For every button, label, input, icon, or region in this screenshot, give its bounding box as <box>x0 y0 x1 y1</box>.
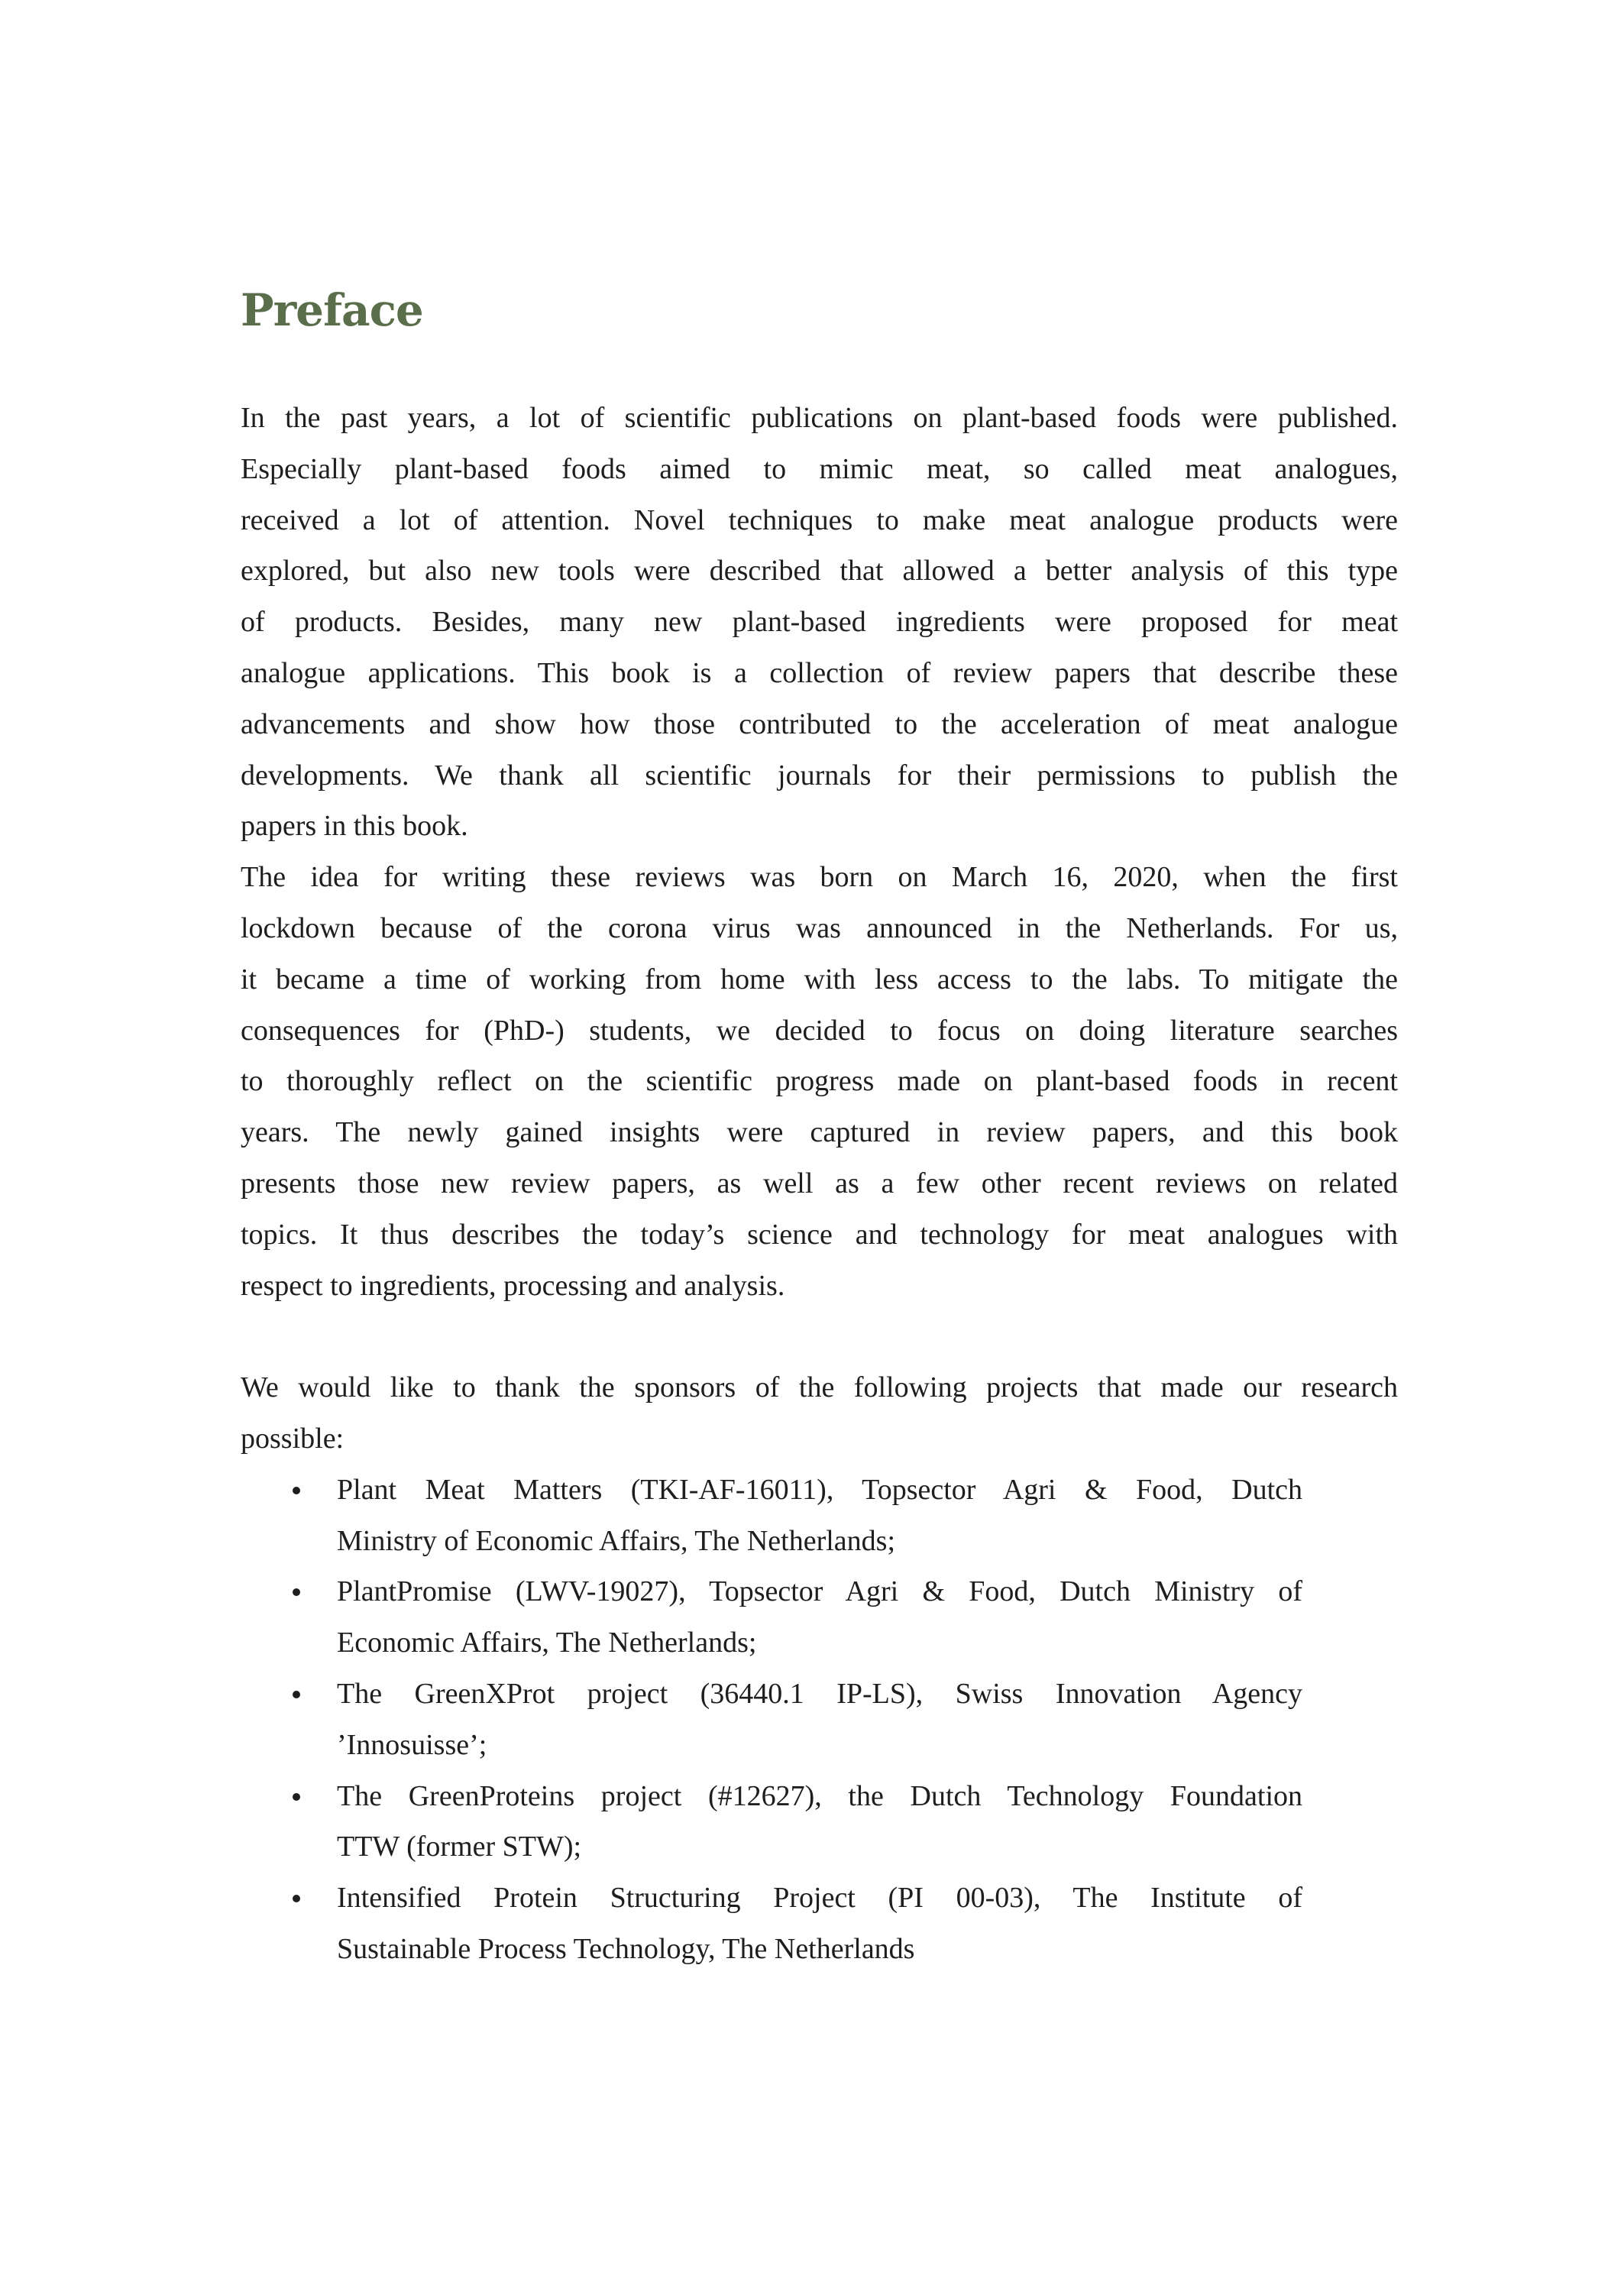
text-line: of products. Besides, many new plant-based ingredients were proposed for meat <box>241 606 1398 639</box>
text-line: Ministry of Economic Affairs, The Netherlands; <box>337 1524 895 1557</box>
bullet-icon <box>293 1691 300 1698</box>
text-line: Especially plant-based foods aimed to mimic meat, so called meat analogues, <box>241 452 1398 485</box>
paragraph-intro <box>241 393 1398 852</box>
text-line: papers in this book. <box>241 810 468 843</box>
text-line: explored, but also new tools were described that allowed a better analysis of this type <box>241 555 1398 588</box>
text-line: topics. It thus describes the today’s science and technology for meat analogues with <box>241 1218 1398 1251</box>
text-line: respect to ingredients, processing and analysis. <box>241 1269 785 1302</box>
text-line: In the past years, a lot of scientific publications on plant-based foods were published. <box>241 402 1398 434</box>
page-title: Preface <box>241 284 423 336</box>
text-line: developments. We thank all scientific journals for their permissions to publish the <box>241 759 1398 792</box>
paragraph-thanks <box>241 1362 1398 1465</box>
text-line: years. The newly gained insights were captured in review papers, and this book <box>241 1116 1398 1149</box>
sponsor-item <box>241 1465 1302 1567</box>
text-line: PlantPromise (LWV-19027), Topsector Agri & Food, Dutch Ministry of <box>337 1575 1302 1608</box>
text-line: advancements and show how those contributed to the acceleration of meat analogue <box>241 707 1398 740</box>
sponsor-item <box>241 1771 1302 1873</box>
text-line: consequences for (PhD-) students, we decided to focus on doing literature searches <box>241 1014 1398 1047</box>
bullet-icon <box>293 1895 300 1902</box>
text-line: possible: <box>241 1422 345 1455</box>
text-line: Economic Affairs, The Netherlands; <box>337 1627 757 1659</box>
bullet-icon <box>293 1793 300 1801</box>
paragraph-idea <box>241 852 1398 1311</box>
text-line: it became a time of working from home with less access to the labs. To mitigate the <box>241 963 1398 995</box>
text-line: lockdown because of the corona virus was announced in the Netherlands. For us, <box>241 911 1398 944</box>
sponsor-list <box>241 1465 1398 1975</box>
paragraph-spacer <box>241 1311 1398 1362</box>
text-line: TTW (former STW); <box>337 1831 582 1863</box>
preface-body <box>241 393 1398 1975</box>
sponsor-item <box>241 1566 1302 1669</box>
text-line: ’Innosuisse’; <box>337 1728 487 1761</box>
text-line: analogue applications. This book is a collection of review papers that describe these <box>241 656 1398 689</box>
text-line: The GreenXProt project (36440.1 IP-LS), Swiss Innovation Agency <box>337 1677 1302 1710</box>
text-line: We would like to thank the sponsors of the following projects that made our research <box>241 1371 1398 1404</box>
text-line: received a lot of attention. Novel techniques to make meat analogue products were <box>241 503 1398 536</box>
bullet-icon <box>293 1487 300 1494</box>
text-line: Sustainable Process Technology, The Netherlands <box>337 1932 915 1965</box>
text-line: The idea for writing these reviews was born on March 16, 2020, when the first <box>241 861 1398 894</box>
text-line: presents those new review papers, as well as a few other recent reviews on related <box>241 1167 1398 1199</box>
sponsor-item <box>241 1873 1302 1975</box>
bullet-icon <box>293 1588 300 1596</box>
text-line: Intensified Protein Structuring Project (PI 00-03), The Institute of <box>337 1882 1302 1915</box>
text-line: Plant Meat Matters (TKI-AF-16011), Topsector Agri & Food, Dutch <box>337 1473 1302 1506</box>
text-line: to thoroughly reflect on the scientific progress made on plant-based foods in recent <box>241 1065 1398 1098</box>
text-line: The GreenProteins project (#12627), the Dutch Technology Foundation <box>337 1779 1302 1812</box>
sponsor-item <box>241 1669 1302 1771</box>
